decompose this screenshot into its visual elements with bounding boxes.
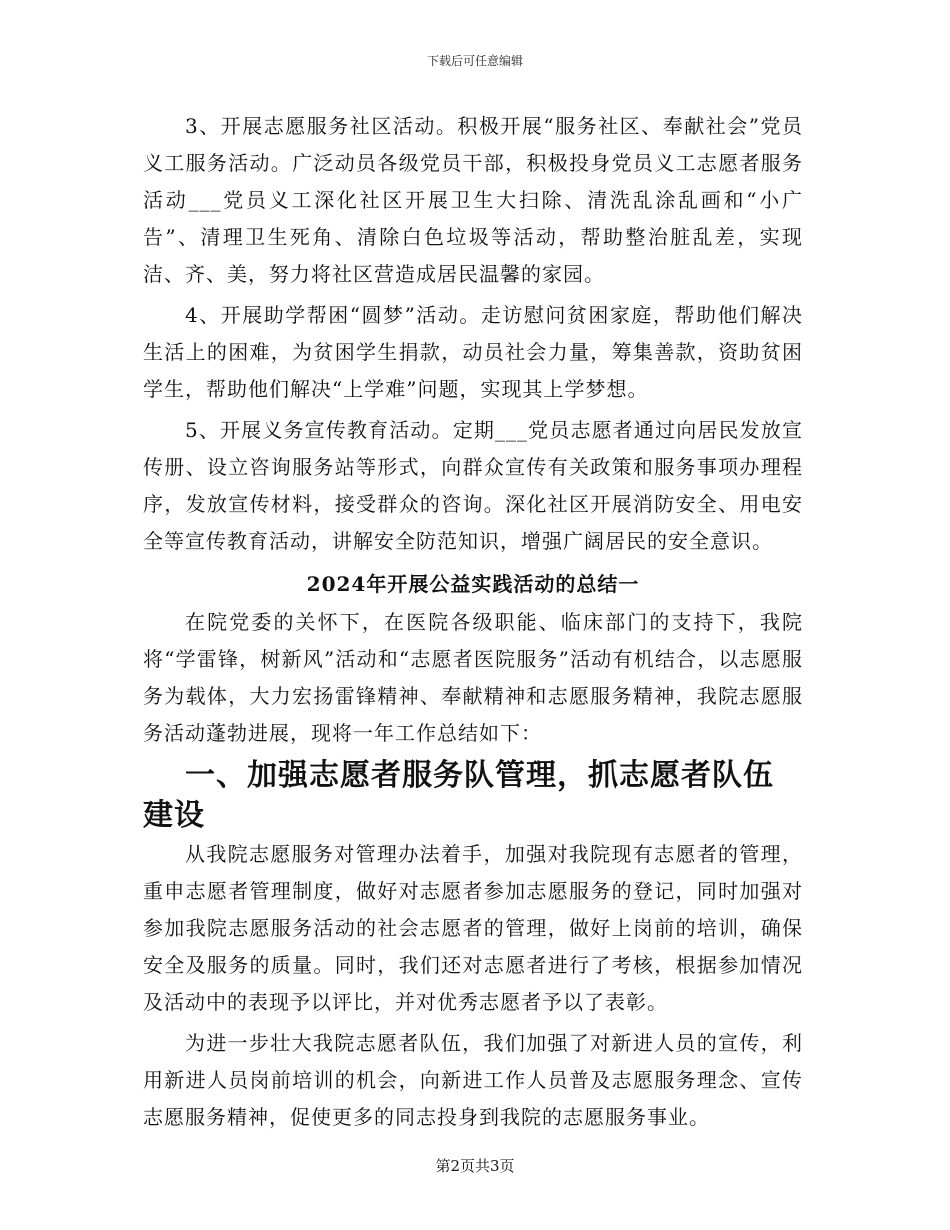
intro-paragraph: 在院党委的关怀下，在医院各级职能、临床部门的支持下，我院将“学雷锋，树新风”活动和“志愿者医院服务”活动有机结合，以志愿服务为载体，大力宏扬雷锋精神、奉献精神和志愿服务精神，我院志愿服务活动蓬勃进展，现将一年工作总结如下： bbox=[143, 610, 803, 745]
paragraph-management: 从我院志愿服务对管理办法着手，加强对我院现有志愿者的管理，重申志愿者管理制度，做好对志愿者参加志愿服务的登记，同时加强对参加我院志愿服务活动的社会志愿者的管理，做好上岗前的培训，确保安全及服务的质量。同时，我们还对志愿者进行了考核，根据参加情况及活动中的表现予以评比，并对优秀志愿者予以了表彰。 bbox=[143, 842, 803, 1014]
page-number: 第2页共3页 bbox=[435, 1157, 515, 1175]
page-header-note: 下载后可任意编辑 bbox=[426, 54, 523, 68]
document-body bbox=[143, 108, 803, 1140]
paragraph-item-4: 4、开展助学帮困“圆梦”活动。走访慰问贫困家庭，帮助他们解决生活上的困难，为贫困学生捐款，动员社会力量，筹集善款，资助贫困学生，帮助他们解决“上学难”问题，实现其上学梦想。 bbox=[143, 303, 803, 401]
document-title: 2024年开展公益实践活动的总结一 bbox=[306, 572, 640, 596]
paragraph-item-5: 5、开展义务宣传教育活动。定期___党员志愿者通过向居民发放宣传册、设立咨询服务站等形式，向群众宣传有关政策和服务事项办理程序，发放宣传材料，接受群众的咨询。深化社区开展消防安全、用电安全等宣传教育活动，讲解安全防范知识，增强广阔居民的安全意识。 bbox=[143, 418, 803, 553]
section-heading: 一、加强志愿者服务队管理，抓志愿者队伍建设 bbox=[143, 758, 774, 833]
paragraph-item-3: 3、开展志愿服务社区活动。积极开展“服务社区、奉献社会”党员义工服务活动。广泛动员各级党员干部，积极投身党员义工志愿者服务活动___党员义工深化社区开展卫生大扫除、清洗乱涂乱画和“小广告”、清理卫生死角、清除白色垃圾等活动，帮助整治脏乱差，实现洁、齐、美，努力将社区营造成居民温馨的家园。 bbox=[143, 114, 803, 286]
paragraph-recruitment: 为进一步壮大我院志愿者队伍，我们加强了对新进人员的宣传，利用新进人员岗前培训的机会，向新进工作人员普及志愿服务理念、宣传志愿服务精神，促使更多的同志投身到我院的志愿服务事业。 bbox=[143, 1031, 803, 1129]
